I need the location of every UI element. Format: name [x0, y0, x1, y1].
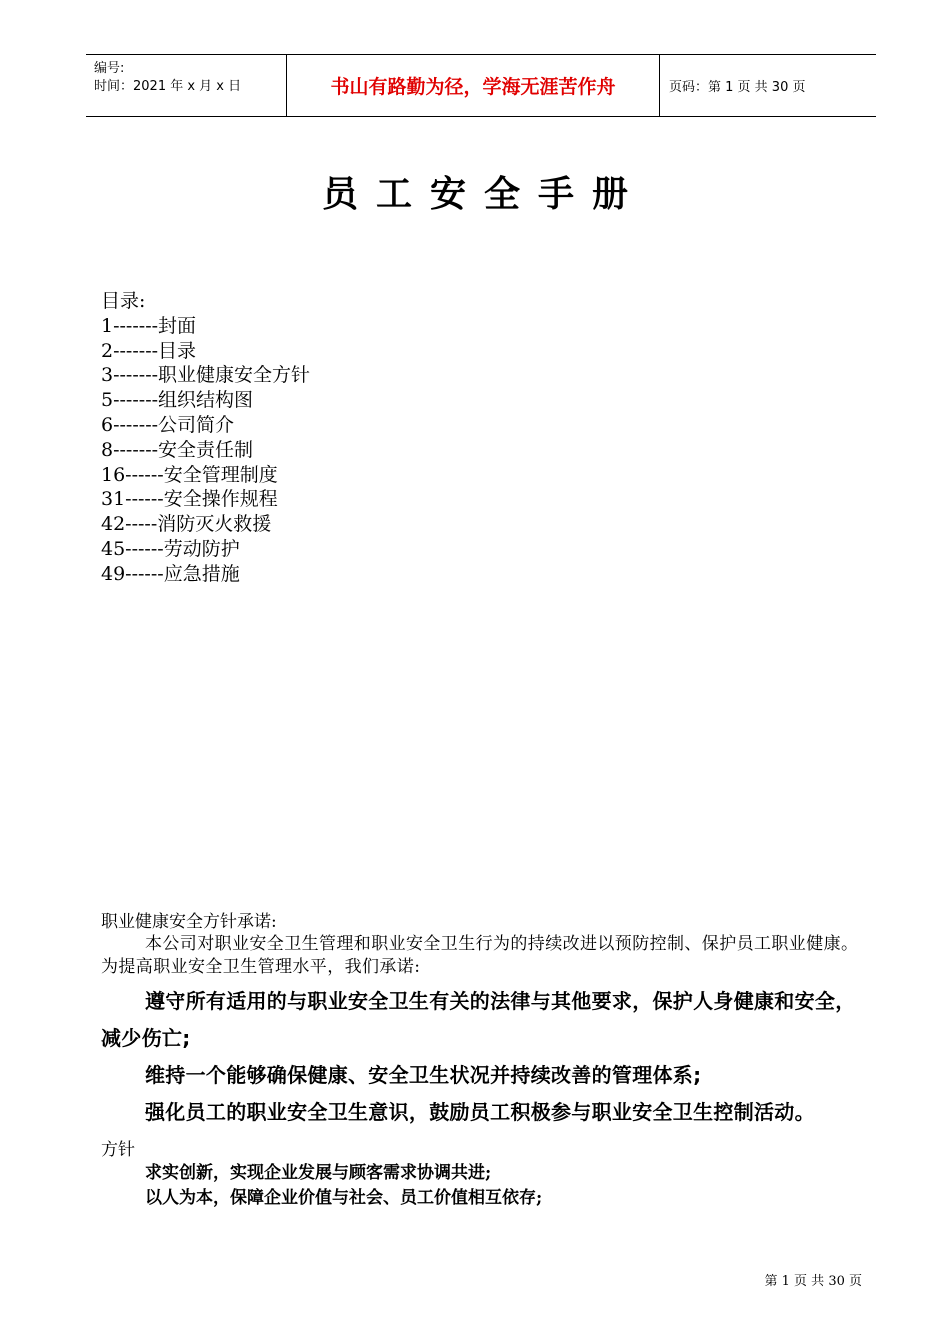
fangzhen-heading: 方针 [101, 1140, 135, 1160]
header-meta-cell [86, 55, 287, 116]
toc-item: 45------劳动防护 [101, 537, 240, 560]
toc-item: 3-------职业健康安全方针 [101, 364, 311, 387]
commitment-item: 遵守所有适用的与职业安全卫生有关的法律与其他要求，保护人身健康和安全，减少伤亡; [101, 989, 856, 1050]
toc-item: 5-------组织结构图 [101, 389, 254, 412]
page-header [86, 54, 876, 117]
fangzhen-item: 以人为本，保障企业价值与社会、员工价值相互依存; [145, 1188, 543, 1208]
toc-item: 1-------封面 [101, 314, 197, 337]
commitment-item: 强化员工的职业安全卫生意识，鼓励员工积极参与职业安全卫生控制活动。 [145, 1100, 815, 1124]
fangzhen-item: 求实创新，实现企业发展与顾客需求协调共进; [145, 1163, 492, 1183]
toc-item: 6-------公司简介 [101, 413, 235, 436]
header-motto: 书山有路勤为径，学海无涯苦作舟 [330, 76, 616, 98]
toc-item: 8-------安全责任制 [101, 438, 254, 461]
policy-heading: 职业健康安全方针承诺: [101, 912, 277, 932]
toc-heading: 目录: [101, 290, 146, 312]
toc-item: 2-------目录 [101, 339, 197, 362]
policy-section [101, 911, 863, 1211]
header-page-info: 页码：第 1 页 共 30 页 [669, 80, 806, 95]
document-time-label: 时间：2021 年 x 月 x 日 [94, 79, 242, 94]
toc-item: 49------应急措施 [101, 562, 240, 585]
policy-intro: 本公司对职业安全卫生管理和职业安全卫生行为的持续改进以预防控制、保护员工职业健康。为提高职业安全卫生管理水平，我们承诺: [101, 934, 859, 977]
toc-item: 16------安全管理制度 [101, 463, 278, 486]
document-title: 员工安全手册 [321, 174, 646, 215]
page-footer: 第 1 页 共 30 页 [764, 1274, 862, 1289]
document-number-label: 编号: [94, 61, 125, 76]
toc-item: 31------安全操作规程 [101, 488, 278, 511]
commitment-item: 维持一个能够确保健康、安全卫生状况并持续改善的管理体系; [145, 1063, 702, 1087]
table-of-contents [101, 289, 310, 587]
header-motto-cell [287, 55, 660, 116]
toc-item: 42-----消防灭火救援 [101, 513, 272, 536]
